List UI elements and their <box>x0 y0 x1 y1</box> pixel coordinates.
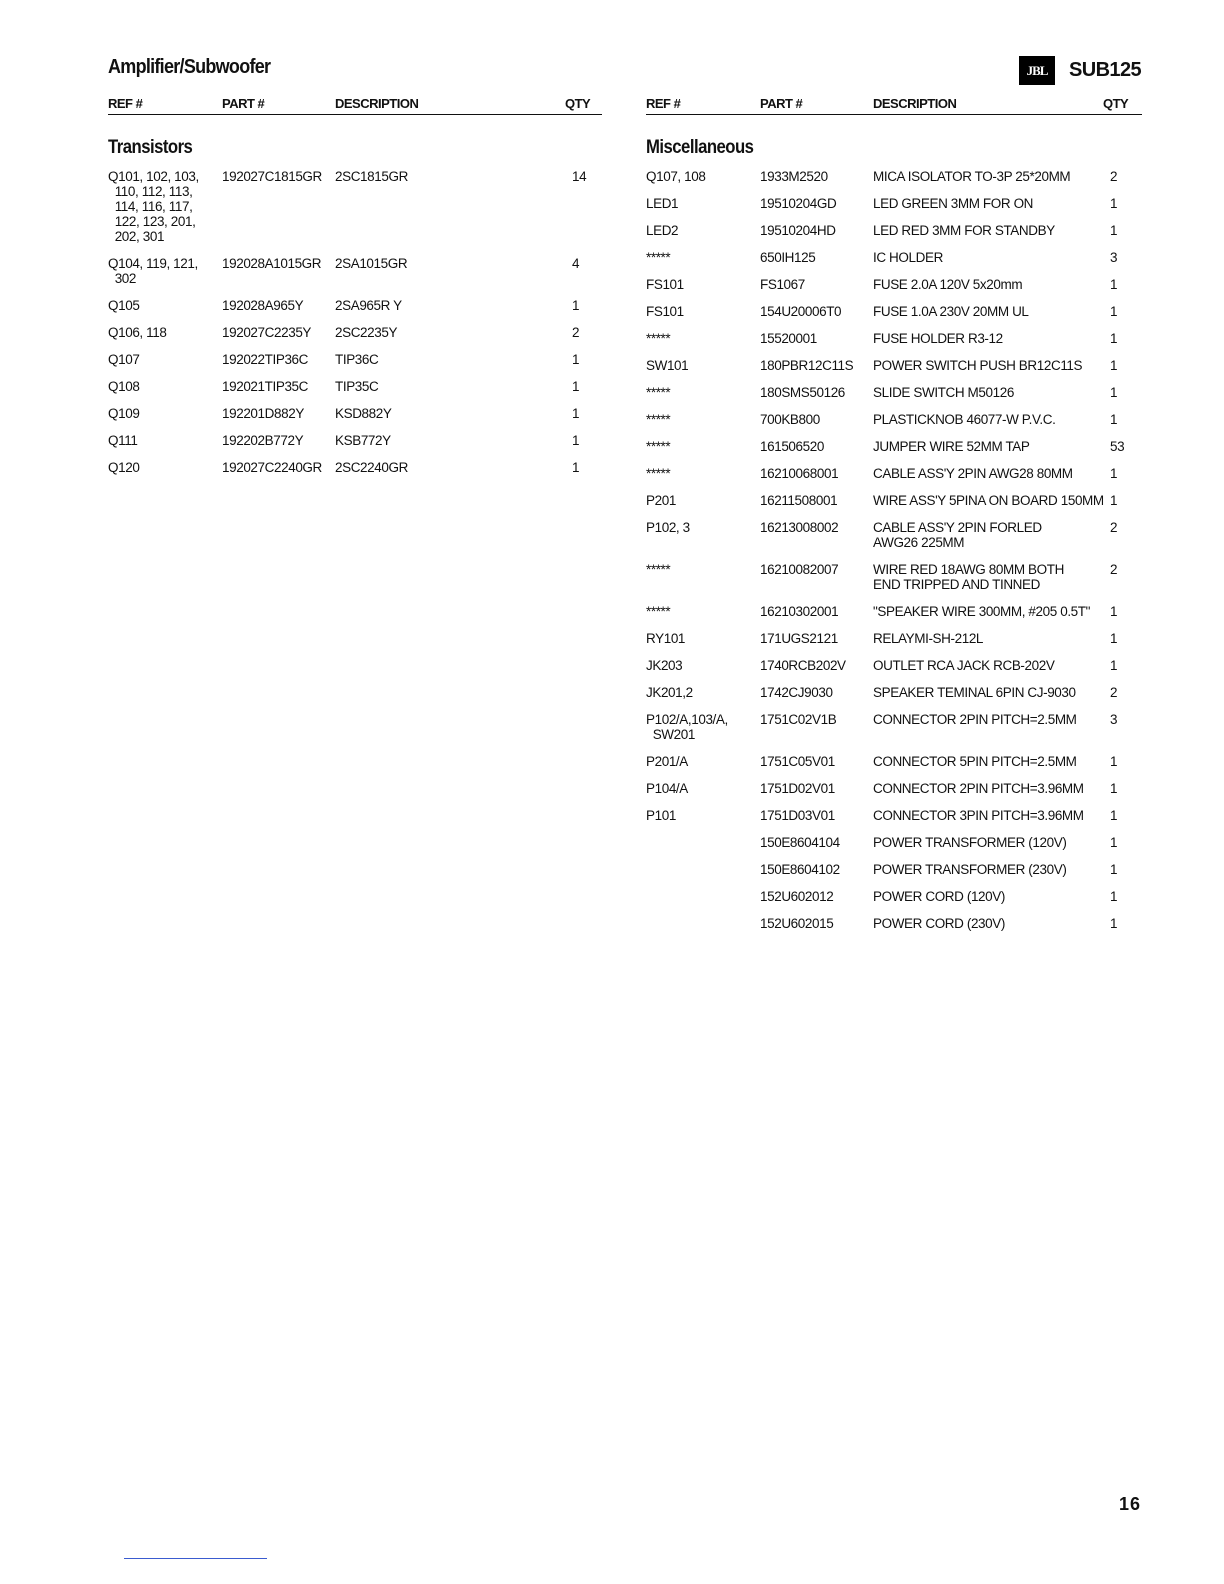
part-number-cell: 154U20006T0 <box>760 304 842 319</box>
qty-cell: 1 <box>1110 604 1118 619</box>
description-cell: POWER CORD (120V) <box>873 889 1005 904</box>
part-number-cell: 192202B772Y <box>222 433 304 448</box>
ref-cell: Q108 <box>108 379 140 394</box>
table-row <box>646 835 1142 862</box>
ref-cell: ***** <box>646 385 671 400</box>
header-description: DESCRIPTION <box>335 96 419 111</box>
part-number-cell: 16210302001 <box>760 604 839 619</box>
qty-cell: 1 <box>572 433 580 448</box>
part-number-cell: 16213008002 <box>760 520 839 535</box>
ref-cell: ***** <box>646 439 671 454</box>
part-number-cell: 1742CJ9030 <box>760 685 833 700</box>
qty-cell: 4 <box>572 256 580 271</box>
part-number-cell: 1740RCB202V <box>760 658 846 673</box>
part-number-cell: 650IH125 <box>760 250 816 265</box>
qty-cell: 1 <box>1110 223 1118 238</box>
brand-block <box>1019 56 1141 85</box>
right-parts-column <box>646 96 1142 943</box>
table-row <box>108 352 602 379</box>
qty-cell: 1 <box>1110 862 1118 877</box>
header-part: PART # <box>222 96 265 111</box>
ref-cell: Q101, 102, 103, 110, 112, 113, 114, 116, 117, 122, 123, 201, 202, 301 <box>108 169 199 244</box>
ref-cell: Q111 <box>108 433 138 448</box>
part-number-cell: 16210068001 <box>760 466 839 481</box>
description-cell: 2SC2235Y <box>335 325 398 340</box>
part-number-cell: 19510204HD <box>760 223 836 238</box>
ref-cell: Q106, 118 <box>108 325 167 340</box>
description-cell: 2SC2240GR <box>335 460 408 475</box>
qty-cell: 1 <box>1110 304 1118 319</box>
part-number-cell: 1751D02V01 <box>760 781 835 796</box>
qty-cell: 3 <box>1110 250 1118 265</box>
qty-cell: 1 <box>1110 835 1118 850</box>
table-row <box>108 379 602 406</box>
ref-cell: Q104, 119, 121, 302 <box>108 256 198 286</box>
ref-cell: ***** <box>646 604 671 619</box>
description-cell: CONNECTOR 5PIN PITCH=2.5MM <box>873 754 1077 769</box>
table-row <box>646 658 1142 685</box>
part-number-cell: 192022TIP36C <box>222 352 309 367</box>
description-cell: KSB772Y <box>335 433 391 448</box>
description-cell: CONNECTOR 2PIN PITCH=2.5MM <box>873 712 1077 727</box>
part-number-cell: 150E8604104 <box>760 835 840 850</box>
description-cell: "SPEAKER WIRE 300MM, #205 0.5T" <box>873 604 1091 619</box>
qty-cell: 1 <box>1110 889 1118 904</box>
footer-link-underline <box>124 1558 267 1559</box>
ref-cell: Q120 <box>108 460 140 475</box>
description-cell: 2SC1815GR <box>335 169 408 184</box>
part-number-cell: 1751C05V01 <box>760 754 835 769</box>
qty-cell: 2 <box>1110 685 1118 700</box>
part-number-cell: 1751C02V1B <box>760 712 837 727</box>
qty-cell: 1 <box>572 352 580 367</box>
qty-cell: 1 <box>1110 808 1118 823</box>
part-number-cell: 161506520 <box>760 439 824 454</box>
table-row <box>646 604 1142 631</box>
description-cell: FUSE 1.0A 230V 20MM UL <box>873 304 1029 319</box>
table-row <box>646 889 1142 916</box>
part-number-cell: 180PBR12C11S <box>760 358 854 373</box>
description-cell: CONNECTOR 2PIN PITCH=3.96MM <box>873 781 1084 796</box>
part-number-cell: 180SMS50126 <box>760 385 845 400</box>
part-number-cell: 192028A1015GR <box>222 256 322 271</box>
transistors-list <box>108 169 602 487</box>
table-row <box>646 685 1142 712</box>
column-header <box>108 96 602 115</box>
ref-cell: P102, 3 <box>646 520 690 535</box>
header-ref: REF # <box>108 96 143 111</box>
model-name: SUB125 <box>1069 59 1141 81</box>
qty-cell: 14 <box>572 169 587 184</box>
table-row <box>646 562 1142 604</box>
ref-cell: P101 <box>646 808 676 823</box>
description-cell: POWER TRANSFORMER (230V) <box>873 862 1067 877</box>
part-number-cell: 152U602012 <box>760 889 834 904</box>
qty-cell: 1 <box>1110 412 1118 427</box>
table-row <box>108 169 602 256</box>
description-cell: TIP36C <box>335 352 379 367</box>
table-row <box>646 196 1142 223</box>
qty-cell: 1 <box>1110 658 1118 673</box>
description-cell: FUSE HOLDER R3-12 <box>873 331 1003 346</box>
part-number-cell: 150E8604102 <box>760 862 840 877</box>
ref-cell: ***** <box>646 412 671 427</box>
header-qty: QTY <box>565 96 591 111</box>
description-cell: OUTLET RCA JACK RCB-202V <box>873 658 1055 673</box>
table-row <box>108 298 602 325</box>
qty-cell: 1 <box>572 298 580 313</box>
ref-cell: Q105 <box>108 298 140 313</box>
table-row <box>646 412 1142 439</box>
table-row <box>646 862 1142 889</box>
table-row <box>646 250 1142 277</box>
qty-cell: 1 <box>1110 331 1118 346</box>
qty-cell: 1 <box>572 379 580 394</box>
ref-cell: P102/A,103/A, SW201 <box>646 712 728 742</box>
table-row <box>108 256 602 298</box>
description-cell: POWER SWITCH PUSH BR12C11S <box>873 358 1083 373</box>
table-row <box>646 712 1142 754</box>
description-cell: SPEAKER TEMINAL 6PIN CJ-9030 <box>873 685 1076 700</box>
page-title: Amplifier/Subwoofer <box>108 56 271 78</box>
part-number-cell: 15520001 <box>760 331 817 346</box>
table-row <box>646 331 1142 358</box>
qty-cell: 3 <box>1110 712 1118 727</box>
table-row <box>646 277 1142 304</box>
ref-cell: Q107, 108 <box>646 169 706 184</box>
table-row <box>646 439 1142 466</box>
description-cell: WIRE RED 18AWG 80MM BOTH END TRIPPED AND TINNED <box>873 562 1064 592</box>
qty-cell: 53 <box>1110 439 1125 454</box>
description-cell: CONNECTOR 3PIN PITCH=3.96MM <box>873 808 1084 823</box>
qty-cell: 1 <box>1110 493 1118 508</box>
description-cell: RELAYMI-SH-212L <box>873 631 984 646</box>
part-number-cell: 16211508001 <box>760 493 838 508</box>
header-part: PART # <box>760 96 803 111</box>
qty-cell: 1 <box>1110 781 1118 796</box>
header-ref: REF # <box>646 96 681 111</box>
ref-cell: JK201,2 <box>646 685 693 700</box>
ref-cell: Q109 <box>108 406 140 421</box>
ref-cell: P201/A <box>646 754 688 769</box>
description-cell: CABLE ASS'Y 2PIN AWG28 80MM <box>873 466 1073 481</box>
description-cell: TIP35C <box>335 379 379 394</box>
section-title-transistors: Transistors <box>108 137 193 158</box>
page-number: 16 <box>1118 1494 1141 1514</box>
ref-cell: SW101 <box>646 358 689 373</box>
description-cell: 2SA1015GR <box>335 256 408 271</box>
ref-cell: ***** <box>646 331 671 346</box>
description-cell: LED RED 3MM FOR STANDBY <box>873 223 1055 238</box>
header-description: DESCRIPTION <box>873 96 957 111</box>
table-row <box>646 520 1142 562</box>
qty-cell: 1 <box>1110 196 1118 211</box>
part-number-cell: 19510204GD <box>760 196 837 211</box>
description-cell: POWER TRANSFORMER (120V) <box>873 835 1067 850</box>
qty-cell: 1 <box>1110 358 1118 373</box>
part-number-cell: 700KB800 <box>760 412 820 427</box>
ref-cell: P104/A <box>646 781 688 796</box>
qty-cell: 1 <box>1110 385 1118 400</box>
qty-cell: 2 <box>1110 169 1118 184</box>
description-cell: CABLE ASS'Y 2PIN FORLED AWG26 225MM <box>873 520 1042 550</box>
jbl-logo-icon: JBL <box>1019 56 1055 85</box>
table-row <box>646 358 1142 385</box>
table-row <box>646 754 1142 781</box>
table-row <box>646 781 1142 808</box>
ref-cell: ***** <box>646 250 671 265</box>
table-row <box>646 223 1142 250</box>
table-row <box>646 493 1142 520</box>
ref-cell: ***** <box>646 562 671 577</box>
description-cell: WIRE ASS'Y 5PINA ON BOARD 150MM <box>873 493 1104 508</box>
part-number-cell: 171UGS2121 <box>760 631 838 646</box>
table-row <box>646 916 1142 943</box>
part-number-cell: 192027C2235Y <box>222 325 312 340</box>
miscellaneous-list <box>646 169 1142 943</box>
part-number-cell: 16210082007 <box>760 562 839 577</box>
qty-cell: 2 <box>1110 562 1118 577</box>
table-row <box>646 808 1142 835</box>
description-cell: 2SA965R Y <box>335 298 402 313</box>
part-number-cell: 192021TIP35C <box>222 379 309 394</box>
table-row <box>108 433 602 460</box>
left-parts-column <box>108 96 602 487</box>
description-cell: IC HOLDER <box>873 250 943 265</box>
table-row <box>108 325 602 352</box>
table-row <box>646 169 1142 196</box>
ref-cell: RY101 <box>646 631 686 646</box>
qty-cell: 1 <box>1110 277 1118 292</box>
qty-cell: 1 <box>1110 466 1118 481</box>
table-row <box>108 460 602 487</box>
ref-cell: FS101 <box>646 277 684 292</box>
qty-cell: 1 <box>1110 631 1118 646</box>
qty-cell: 2 <box>1110 520 1118 535</box>
part-number-cell: 1933M2520 <box>760 169 828 184</box>
description-cell: SLIDE SWITCH M50126 <box>873 385 1014 400</box>
section-title-miscellaneous: Miscellaneous <box>646 137 754 158</box>
ref-cell: LED1 <box>646 196 679 211</box>
ref-cell: P201 <box>646 493 676 508</box>
description-cell: LED GREEN 3MM FOR ON <box>873 196 1034 211</box>
table-row <box>646 466 1142 493</box>
table-row <box>108 406 602 433</box>
part-number-cell: 1751D03V01 <box>760 808 835 823</box>
ref-cell: LED2 <box>646 223 679 238</box>
description-cell: KSD882Y <box>335 406 392 421</box>
ref-cell: Q107 <box>108 352 140 367</box>
qty-cell: 1 <box>1110 754 1118 769</box>
part-number-cell: FS1067 <box>760 277 805 292</box>
ref-cell: FS101 <box>646 304 684 319</box>
qty-cell: 1 <box>572 406 580 421</box>
ref-cell: JK203 <box>646 658 683 673</box>
table-row <box>646 385 1142 412</box>
table-row <box>646 631 1142 658</box>
part-number-cell: 192201D882Y <box>222 406 304 421</box>
part-number-cell: 152U602015 <box>760 916 834 931</box>
description-cell: JUMPER WIRE 52MM TAP <box>873 439 1030 454</box>
part-number-cell: 192028A965Y <box>222 298 304 313</box>
description-cell: FUSE 2.0A 120V 5x20mm <box>873 277 1023 292</box>
description-cell: POWER CORD (230V) <box>873 916 1005 931</box>
table-row <box>646 304 1142 331</box>
column-header <box>646 96 1142 115</box>
qty-cell: 1 <box>572 460 580 475</box>
ref-cell: ***** <box>646 466 671 481</box>
description-cell: MICA ISOLATOR TO-3P 25*20MM <box>873 169 1071 184</box>
part-number-cell: 192027C1815GR <box>222 169 322 184</box>
part-number-cell: 192027C2240GR <box>222 460 322 475</box>
qty-cell: 2 <box>572 325 580 340</box>
qty-cell: 1 <box>1110 916 1118 931</box>
header-qty: QTY <box>1103 96 1129 111</box>
description-cell: PLASTICKNOB 46077-W P.V.C. <box>873 412 1056 427</box>
